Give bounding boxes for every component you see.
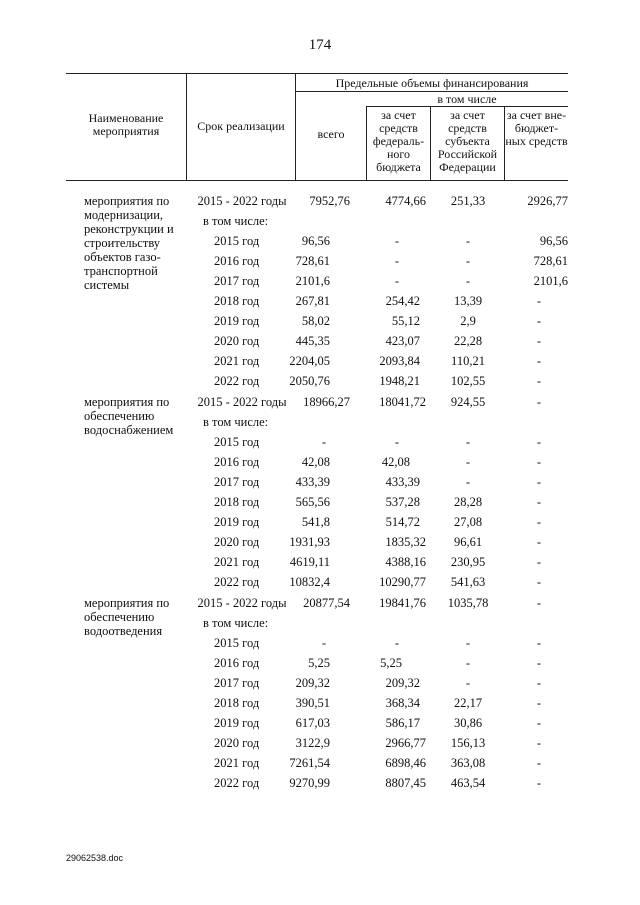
period-cell: 2016 год [214, 656, 260, 670]
regional-cell: 156,13 [450, 736, 486, 750]
period-cell: 2017 год [214, 676, 260, 690]
total-cell: 4619,11 [289, 555, 330, 569]
extra-cell: - [536, 575, 542, 589]
regional-cell: - [465, 475, 471, 489]
extra-cell: - [536, 716, 542, 730]
federal-cell: - [394, 274, 400, 288]
federal-cell: 368,34 [385, 696, 420, 710]
period-cell: 2018 год [214, 696, 260, 710]
period-cell: 2015 - 2022 годы [197, 596, 287, 610]
regional-cell: 1035,78 [447, 596, 489, 610]
federal-cell: 2093,84 [379, 354, 420, 368]
period-cell: в том числе: [203, 616, 269, 630]
period-cell: 2022 год [214, 374, 260, 388]
total-cell: 3122,9 [295, 736, 330, 750]
extra-cell: - [536, 636, 542, 650]
federal-cell: 537,28 [385, 495, 420, 509]
header-regional: за счет средств субъекта Российской Федерации [437, 108, 498, 174]
period-cell: 2021 год [214, 756, 260, 770]
section-name: мероприятия по обеспечению водоснабжением [84, 395, 174, 437]
regional-cell: - [465, 274, 471, 288]
extra-cell: - [536, 555, 542, 569]
federal-cell: - [394, 254, 400, 268]
period-cell: 2020 год [214, 535, 260, 549]
total-cell: 728,61 [295, 254, 330, 268]
extra-cell: - [536, 294, 542, 308]
regional-cell: 2,9 [460, 314, 476, 328]
period-cell: 2015 год [214, 636, 260, 650]
period-cell: 2017 год [214, 274, 260, 288]
federal-cell: - [394, 435, 400, 449]
extra-cell: 96,56 [539, 234, 568, 248]
total-cell: 10832,4 [289, 575, 330, 589]
extra-cell: - [536, 495, 542, 509]
period-cell: 2018 год [214, 495, 260, 509]
period-cell: в том числе: [203, 415, 269, 429]
regional-cell: 22,17 [453, 696, 483, 710]
regional-cell: - [465, 254, 471, 268]
period-cell: 2019 год [214, 515, 260, 529]
federal-cell: 19841,76 [379, 596, 426, 610]
regional-cell: - [465, 676, 471, 690]
header-federal: за счет средств федераль-ного бюджета [372, 108, 425, 174]
regional-cell: 96,61 [453, 535, 483, 549]
extra-cell: - [536, 696, 542, 710]
period-cell: 2016 год [214, 455, 260, 469]
table-top-rule [66, 73, 568, 74]
federal-cell: 1835,32 [385, 535, 426, 549]
total-cell: 617,03 [295, 716, 330, 730]
section-name: мероприятия по обеспечению водоотведения [84, 596, 170, 638]
header-divider-limits [295, 91, 568, 92]
federal-cell: 423,07 [385, 334, 420, 348]
period-cell: 2020 год [214, 334, 260, 348]
total-cell: 541,8 [301, 515, 330, 529]
extra-cell: - [536, 314, 542, 328]
period-cell: 2018 год [214, 294, 260, 308]
header-bottom-rule [66, 180, 568, 181]
period-cell: 2015 год [214, 234, 260, 248]
regional-cell: 363,08 [450, 756, 486, 770]
header-limits: Предельные объемы финансирования [335, 76, 529, 90]
total-cell: 96,56 [301, 234, 330, 248]
period-cell: 2015 год [214, 435, 260, 449]
regional-cell: - [465, 636, 471, 650]
header-including: в том числе [437, 92, 497, 106]
extra-cell: - [536, 374, 542, 388]
regional-cell: 463,54 [450, 776, 486, 790]
total-cell: 5,25 [308, 656, 330, 670]
regional-cell: 27,08 [453, 515, 483, 529]
header-name: Наименование мероприятия [88, 111, 164, 138]
regional-cell: 28,28 [453, 495, 483, 509]
regional-cell: 230,95 [450, 555, 486, 569]
total-cell: 2050,76 [289, 374, 330, 388]
federal-cell: 586,17 [385, 716, 420, 730]
total-cell: 433,39 [295, 475, 330, 489]
federal-cell: 55,12 [391, 314, 420, 328]
extra-cell: - [536, 756, 542, 770]
regional-cell: 22,28 [453, 334, 483, 348]
total-cell: 7261,54 [289, 756, 330, 770]
extra-cell: - [536, 455, 542, 469]
federal-cell: 6898,46 [385, 756, 426, 770]
header-period: Срок реализации [197, 119, 285, 133]
total-cell: 209,32 [295, 676, 330, 690]
extra-cell: - [536, 395, 542, 409]
federal-cell: 433,39 [385, 475, 420, 489]
federal-cell: - [394, 234, 400, 248]
total-cell: 565,56 [295, 495, 330, 509]
extra-cell: - [536, 354, 542, 368]
total-cell: 9270,99 [289, 776, 330, 790]
total-cell: 7952,76 [309, 194, 350, 208]
total-cell: 2204,05 [289, 354, 330, 368]
period-cell: 2019 год [214, 716, 260, 730]
federal-cell: 5,25 [380, 656, 402, 670]
header-divider-including [366, 106, 568, 107]
federal-cell: 8807,45 [385, 776, 426, 790]
extra-cell: 2101,6 [533, 274, 568, 288]
period-cell: 2022 год [214, 575, 260, 589]
period-cell: 2022 год [214, 776, 260, 790]
regional-cell: 13,39 [453, 294, 483, 308]
period-cell: в том числе: [203, 214, 269, 228]
period-cell: 2020 год [214, 736, 260, 750]
extra-cell: - [536, 656, 542, 670]
extra-cell: - [536, 676, 542, 690]
total-cell: 445,35 [295, 334, 330, 348]
regional-cell: 924,55 [450, 395, 486, 409]
period-cell: 2015 - 2022 годы [197, 194, 287, 208]
federal-cell: 209,32 [385, 676, 420, 690]
total-cell: 2101,6 [295, 274, 330, 288]
total-cell: 20877,54 [303, 596, 350, 610]
federal-cell: 18041,72 [379, 395, 426, 409]
header-col-divider-1 [186, 73, 187, 180]
regional-cell: - [465, 234, 471, 248]
total-cell: 58,02 [301, 314, 330, 328]
regional-cell: 30,86 [453, 716, 483, 730]
extra-cell: - [536, 334, 542, 348]
extra-cell: - [536, 435, 542, 449]
extra-cell: - [536, 475, 542, 489]
period-cell: 2016 год [214, 254, 260, 268]
total-cell: - [321, 435, 327, 449]
extra-cell: - [536, 776, 542, 790]
federal-cell: 10290,77 [379, 575, 426, 589]
extra-cell: - [536, 535, 542, 549]
period-cell: 2019 год [214, 314, 260, 328]
total-cell: - [321, 636, 327, 650]
total-cell: 18966,27 [303, 395, 350, 409]
regional-cell: - [465, 455, 471, 469]
extra-cell: - [536, 736, 542, 750]
total-cell: 1931,93 [289, 535, 330, 549]
header-extra: за счет вне-бюджет-ных средств [505, 108, 568, 148]
federal-cell: 2966,77 [385, 736, 426, 750]
regional-cell: 110,21 [451, 354, 485, 368]
regional-cell: - [465, 435, 471, 449]
federal-cell: 4774,66 [385, 194, 426, 208]
document-filename: 29062538.doc [66, 853, 124, 863]
total-cell: 267,81 [295, 294, 330, 308]
federal-cell: 514,72 [385, 515, 420, 529]
period-cell: 2021 год [214, 555, 260, 569]
federal-cell: 254,42 [385, 294, 420, 308]
federal-cell: 4388,16 [385, 555, 426, 569]
period-cell: 2021 год [214, 354, 260, 368]
header-total: всего [317, 127, 345, 141]
regional-cell: - [465, 656, 471, 670]
extra-cell: 2926,77 [527, 194, 568, 208]
federal-cell: 1948,21 [379, 374, 420, 388]
extra-cell: - [536, 596, 542, 610]
federal-cell: 42,08 [381, 455, 410, 469]
total-cell: 42,08 [301, 455, 330, 469]
section-name: мероприятия по модернизации, реконструкции и строительству объектов газо-транспортной системы [84, 194, 174, 292]
regional-cell: 251,33 [450, 194, 486, 208]
extra-cell: 728,61 [533, 254, 568, 268]
federal-cell: - [394, 636, 400, 650]
extra-cell: - [536, 515, 542, 529]
regional-cell: 102,55 [450, 374, 486, 388]
regional-cell: 541,63 [450, 575, 486, 589]
period-cell: 2015 - 2022 годы [197, 395, 287, 409]
page-number: 174 [308, 37, 332, 53]
total-cell: 390,51 [295, 696, 330, 710]
period-cell: 2017 год [214, 475, 260, 489]
